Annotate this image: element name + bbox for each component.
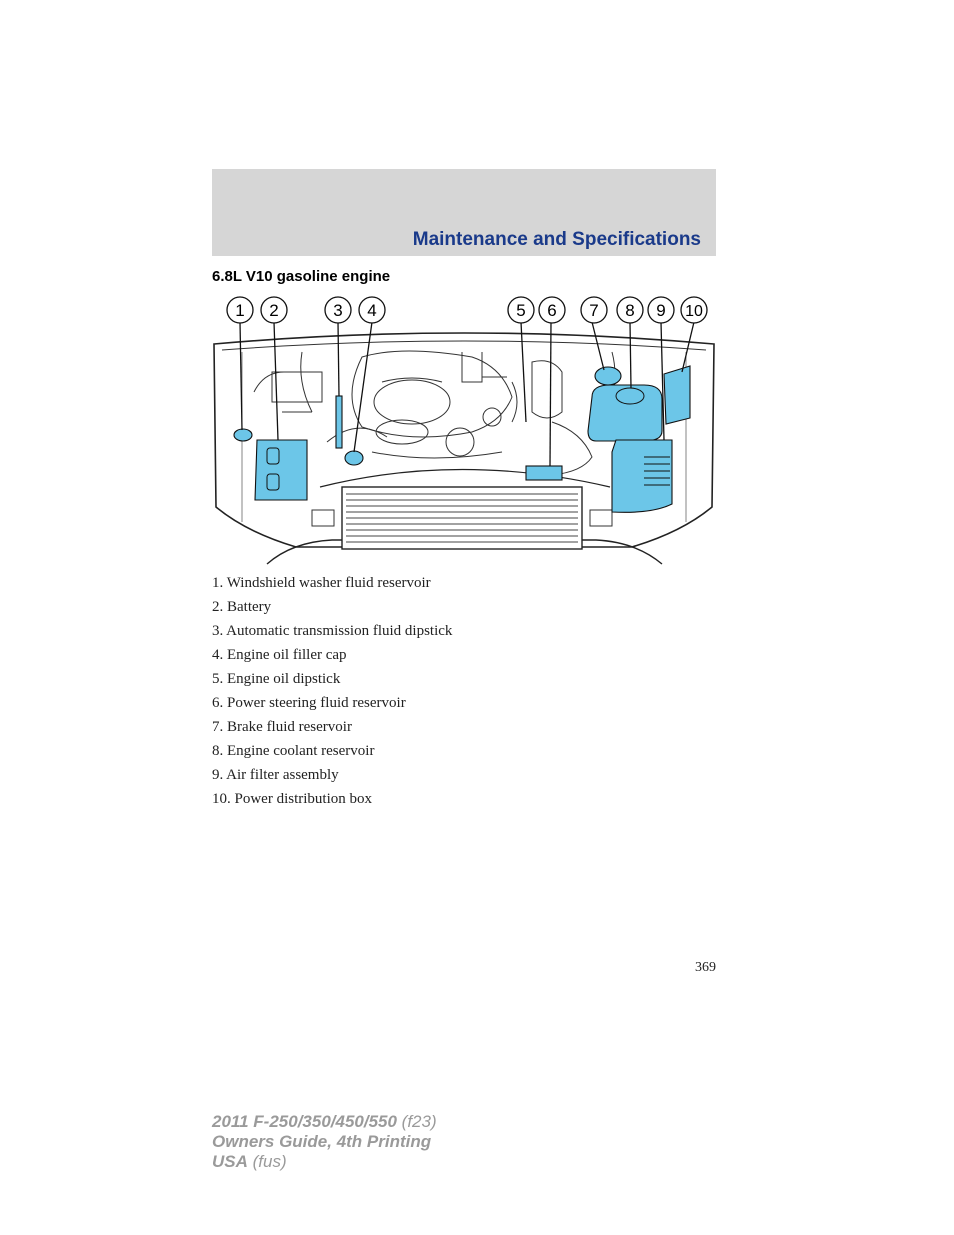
footer-line-1: 2011 F-250/350/450/550 (f23) xyxy=(212,1112,437,1131)
callout-8: 8 xyxy=(625,301,635,320)
section-title: 6.8L V10 gasoline engine xyxy=(212,268,391,285)
component-legend xyxy=(212,573,452,813)
power-distribution-box-highlight xyxy=(664,366,690,424)
footer-line-2: Owners Guide, 4th Printing xyxy=(212,1132,432,1151)
callout-6: 6 xyxy=(547,301,557,320)
oil-filler-cap-highlight xyxy=(345,451,363,465)
battery-highlight xyxy=(255,440,307,500)
page-number: 369 xyxy=(695,960,716,975)
callout-9: 9 xyxy=(656,301,666,320)
power-steering-reservoir-highlight xyxy=(526,466,562,480)
callout-1: 1 xyxy=(235,301,245,320)
transmission-dipstick-highlight xyxy=(336,396,342,448)
callout-7: 7 xyxy=(589,301,599,320)
callout-5: 5 xyxy=(516,301,526,320)
legend-item: 2. Battery xyxy=(212,599,272,615)
callout-3: 3 xyxy=(333,301,343,320)
legend-item: 5. Engine oil dipstick xyxy=(212,671,341,687)
callout-10: 10 xyxy=(685,303,703,320)
legend-item: 9. Air filter assembly xyxy=(212,767,339,783)
washer-reservoir-cap-highlight xyxy=(234,429,252,441)
chapter-title: Maintenance and Specifications xyxy=(412,229,701,250)
legend-item: 10. Power distribution box xyxy=(212,791,372,807)
coolant-reservoir-highlight xyxy=(588,385,662,441)
legend-item: 8. Engine coolant reservoir xyxy=(212,743,375,759)
legend-item: 6. Power steering fluid reservoir xyxy=(212,695,406,711)
legend-item: 3. Automatic transmission fluid dipstick xyxy=(212,623,453,639)
document-footer xyxy=(212,1112,437,1172)
engine-compartment-illustration xyxy=(212,292,716,567)
legend-item: 7. Brake fluid reservoir xyxy=(212,719,352,735)
legend-item: 1. Windshield washer fluid reservoir xyxy=(212,575,431,591)
legend-item: 4. Engine oil filler cap xyxy=(212,647,347,663)
chapter-header xyxy=(212,169,716,256)
callout-4: 4 xyxy=(367,301,377,320)
footer-line-3: USA (fus) xyxy=(212,1152,287,1171)
air-filter-highlight xyxy=(612,440,672,512)
brake-reservoir-highlight xyxy=(595,367,621,385)
callout-2: 2 xyxy=(269,301,279,320)
